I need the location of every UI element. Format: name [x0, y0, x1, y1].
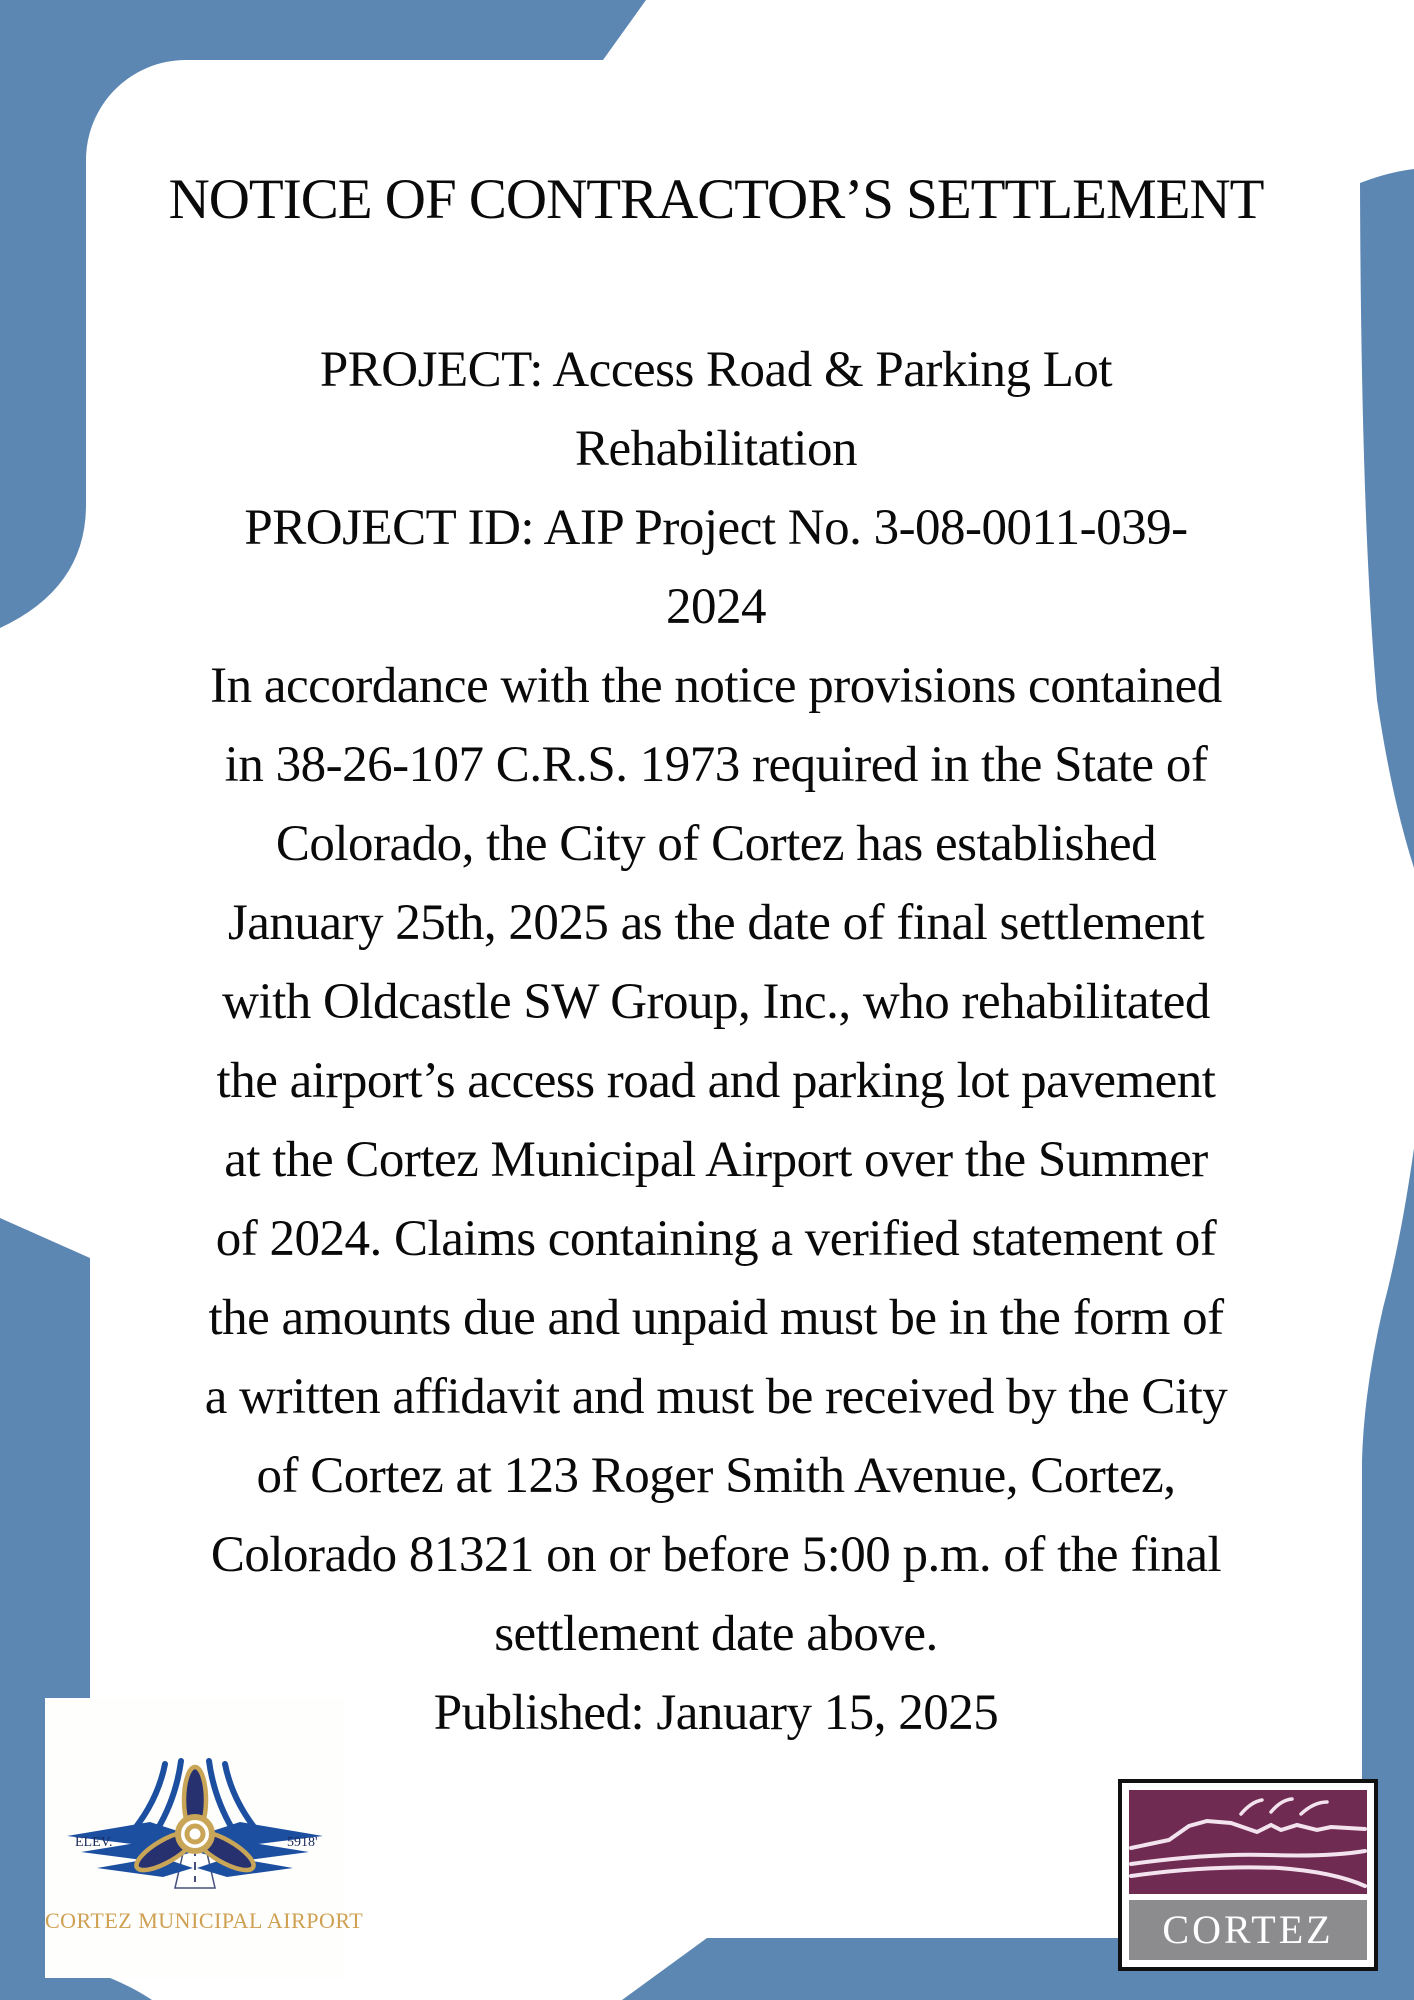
bird-stroke-icon	[1301, 1802, 1327, 1814]
notice-line: Colorado, the City of Cortez has established	[275, 816, 1157, 872]
notice-line: 2024	[666, 579, 766, 635]
notice-line: PROJECT: Access Road & Parking Lot	[319, 342, 1113, 398]
airport-logo-caption: CORTEZ MUNICIPAL AIRPORT	[45, 1908, 364, 1933]
city-of-cortez-logo	[1118, 1779, 1378, 1971]
notice-line: settlement date above.	[494, 1606, 938, 1662]
notice-body	[85, 120, 1347, 1753]
cortez-logo-wordmark-band	[1129, 1900, 1367, 1960]
notice-line: the airport’s access road and parking lot pavement	[216, 1053, 1216, 1109]
page-title: NOTICE OF CONTRACTOR’S SETTLEMENT	[168, 168, 1264, 231]
elevation-label: ELEV.	[75, 1835, 113, 1850]
notice-line: in 38-26-107 C.R.S. 1973 required in the State of	[224, 737, 1208, 793]
cortez-wordmark: CORTEZ	[1162, 1907, 1334, 1952]
airport-propeller-icon	[45, 1756, 345, 1906]
notice-line: with Oldcastle SW Group, Inc., who rehabilitated	[222, 974, 1210, 1030]
notice-line: Rehabilitation	[575, 421, 857, 477]
elevation-value: 5918'	[287, 1835, 318, 1850]
notice-line: Colorado 81321 on or before 5:00 p.m. of the final	[210, 1527, 1222, 1583]
notice-line: of Cortez at 123 Roger Smith Avenue, Cortez,	[256, 1448, 1176, 1504]
notice-line: at the Cortez Municipal Airport over the Summer	[224, 1132, 1208, 1188]
notice-line: In accordance with the notice provisions contained	[210, 658, 1222, 714]
notice-line: Published: January 15, 2025	[433, 1685, 999, 1741]
notice-line: PROJECT ID: AIP Project No. 3-08-0011-039-	[244, 500, 1188, 556]
mountain-ridge-icon	[1131, 1821, 1365, 1848]
notice-line: January 25th, 2025 as the date of final settlement	[227, 895, 1205, 951]
bird-stroke-icon	[1271, 1799, 1292, 1812]
notice-line: the amounts due and unpaid must be in the form of	[208, 1290, 1224, 1346]
notice-line: of 2024. Claims containing a verified statement of	[215, 1211, 1217, 1267]
notice-line: a written affidavit and must be received by the City	[204, 1369, 1228, 1425]
notice-lines	[85, 331, 1347, 1753]
cortez-logo-mountain-art	[1129, 1790, 1367, 1894]
bird-stroke-icon	[1241, 1800, 1262, 1814]
frame-right-upper-band	[1360, 169, 1414, 868]
